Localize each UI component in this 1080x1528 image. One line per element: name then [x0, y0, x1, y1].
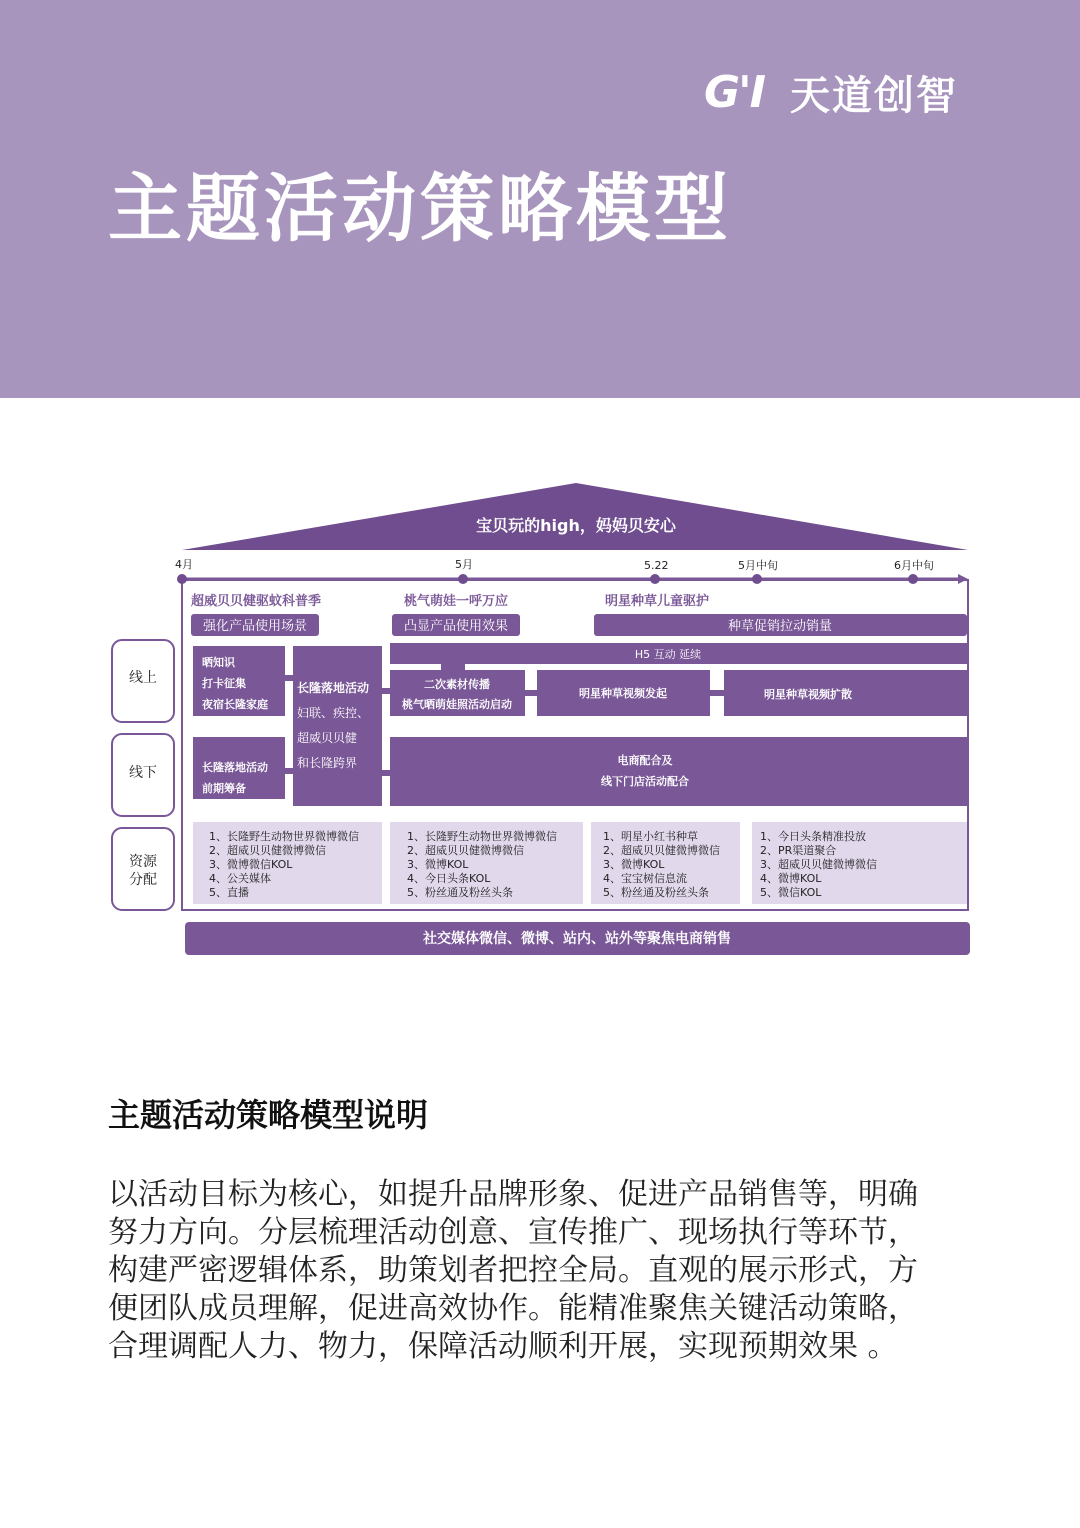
page-title: 主题活动策略模型 [108, 166, 732, 252]
resource-item: 5、直播 [209, 886, 249, 899]
timeline-arrow [958, 574, 968, 584]
connector [285, 675, 293, 681]
phase-tag-label: 凸显产品使用效果 [403, 619, 509, 634]
phase-tag-label: 种草促销拉动销量 [727, 619, 833, 634]
row-label-offline-text: 线下 [129, 765, 157, 781]
phase-tag-label: 强化产品使用场景 [202, 619, 308, 634]
resource-item: 2、超威贝贝健微博微信 [407, 844, 524, 857]
timeline-label: 4月 [175, 558, 193, 571]
connector [710, 690, 724, 696]
middle-block-line: 和长隆跨界 [297, 756, 358, 770]
resource-item: 4、今日头条KOL [407, 872, 491, 885]
offline-right-item: 电商配合及 [617, 754, 673, 767]
h5-bar-label: H5 互动 延续 [634, 648, 702, 661]
timeline-dot [752, 574, 762, 584]
connector [382, 770, 390, 776]
timeline-dot [177, 574, 187, 584]
resource-item: 1、明星小红书种草 [603, 830, 698, 843]
timeline-label: 5月中旬 [738, 559, 778, 572]
row-label-resources-text: 资源分配 [129, 854, 157, 888]
star-spread-label: 明星种草视频扩散 [764, 688, 852, 701]
resource-item: 5、微信KOL [760, 886, 822, 899]
online-mid-item: 桃气晒萌娃照活动启动 [402, 698, 512, 711]
timeline-dot [650, 574, 660, 584]
body-line: 便团队成员理解，促进高效协作。能精准聚焦关键活动策略， [108, 1291, 918, 1326]
timeline-label: 5月 [455, 558, 473, 571]
middle-block [293, 646, 382, 806]
resource-item: 4、宝宝树信息流 [603, 872, 687, 885]
footer-bar-label: 社交媒体微信、微博、站内、站外等聚焦电商销售 [423, 931, 731, 947]
online-mid-item: 二次素材传播 [424, 678, 490, 691]
offline-left-item: 长隆落地活动 [202, 761, 268, 774]
timeline-label: 5.22 [644, 559, 669, 572]
row-label-online-text: 线上 [129, 670, 157, 686]
resource-item: 2、PR渠道聚合 [760, 844, 837, 857]
resource-item: 3、超威贝贝健微博微信 [760, 858, 877, 871]
resource-item: 5、粉丝通及粉丝头条 [603, 886, 709, 899]
brand-name: 天道创智 [789, 72, 958, 119]
star-start-label: 明星种草视频发起 [579, 687, 667, 700]
phase-title: 明星种草儿童驱护 [605, 594, 710, 609]
offline-right-box [390, 737, 967, 806]
phase-title: 桃气萌娃一呼万应 [404, 594, 509, 609]
body-line: 构建严密逻辑体系，助策划者把控全局。直观的展示形式，方 [108, 1253, 918, 1288]
resource-item: 4、公关媒体 [209, 872, 271, 885]
body-line: 合理调配人力、物力，保障活动顺利开展，实现预期效果 。 [108, 1329, 898, 1364]
resource-item: 4、微博KOL [760, 872, 822, 885]
timeline-dot [458, 574, 468, 584]
section-title: 主题活动策略模型说明 [108, 1096, 429, 1134]
offline-left-item: 前期筹备 [202, 782, 246, 795]
middle-block-line: 妇联、疾控、 [297, 706, 370, 720]
online-left-item: 夜宿长隆家庭 [202, 698, 268, 711]
middle-block-title: 长隆落地活动 [297, 681, 370, 695]
body-line: 努力方向。分层梳理活动创意、宣传推广、现场执行等环节， [108, 1215, 918, 1250]
timeline-dot [908, 574, 918, 584]
roof-title: 宝贝玩的high，妈妈贝安心 [476, 516, 676, 535]
resource-item: 5、粉丝通及粉丝头条 [407, 886, 513, 899]
resource-item: 1、今日头条精准投放 [760, 830, 866, 843]
connector [285, 768, 293, 774]
connector [525, 690, 537, 696]
online-left-item: 打卡征集 [202, 677, 246, 690]
connector [441, 664, 465, 670]
resource-item: 2、超威贝贝健微博微信 [603, 844, 720, 857]
resource-item: 2、超威贝贝健微博微信 [209, 844, 326, 857]
timeline-label: 6月中旬 [894, 559, 934, 572]
body-line: 以活动目标为核心，如提升品牌形象、促进产品销售等，明确 [108, 1177, 918, 1212]
connector [382, 688, 390, 694]
offline-right-item: 线下门店活动配合 [601, 775, 689, 788]
phase-title: 超威贝贝健驱蚊科普季 [191, 594, 322, 609]
brand-mark: G'I [704, 66, 764, 118]
middle-block-line: 超威贝贝健 [297, 731, 358, 745]
online-left-item: 晒知识 [202, 656, 235, 669]
resource-item: 1、长隆野生动物世界微博微信 [407, 830, 557, 843]
resource-item: 1、长隆野生动物世界微博微信 [209, 830, 359, 843]
resource-item: 3、微博KOL [407, 858, 469, 871]
body-text [108, 1176, 968, 1366]
resource-item: 3、微博KOL [603, 858, 665, 871]
resource-item: 3、微博微信KOL [209, 858, 293, 871]
